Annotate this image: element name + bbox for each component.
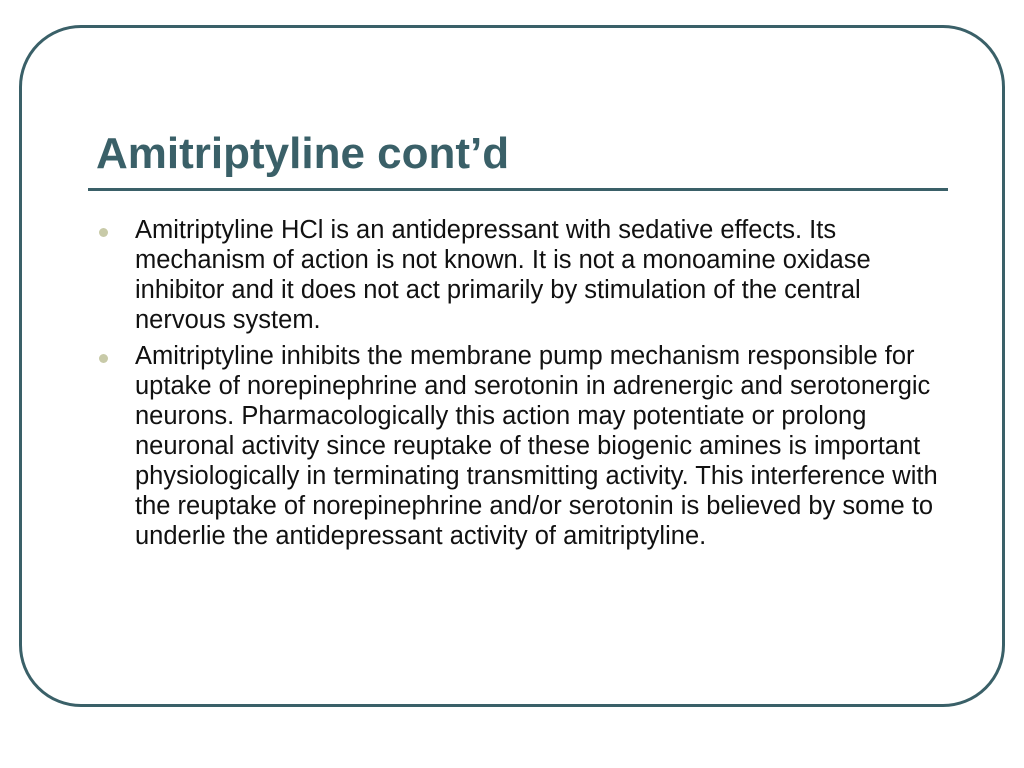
bullet-text: Amitriptyline inhibits the membrane pump mechanism responsible for uptake of norepinephrine and serotonin in adrenergic and serotonergic neurons. Pharmacologically this action may potentiate or prolong neuronal activity since reuptake of these biogenic amines is important physiologically in terminating transmitting activity. This interference with the reuptake of norepinephrine and/or serotonin is believed by some to underlie the antidepressant activity of amitriptyline. xyxy=(135,342,938,550)
title-underline xyxy=(88,188,948,191)
slide-title: Amitriptyline cont’d xyxy=(96,129,510,178)
bullet-item xyxy=(96,215,942,335)
bullet-item xyxy=(96,341,942,551)
bullet-list xyxy=(96,215,942,557)
bullet-dot-icon xyxy=(99,228,108,237)
bullet-dot-icon xyxy=(99,354,108,363)
bullet-text: Amitriptyline HCl is an antidepressant with sedative effects. Its mechanism of action is not known. It is not a monoamine oxidase inhibitor and it does not act primarily by stimulation of the central nervous system. xyxy=(135,216,871,334)
